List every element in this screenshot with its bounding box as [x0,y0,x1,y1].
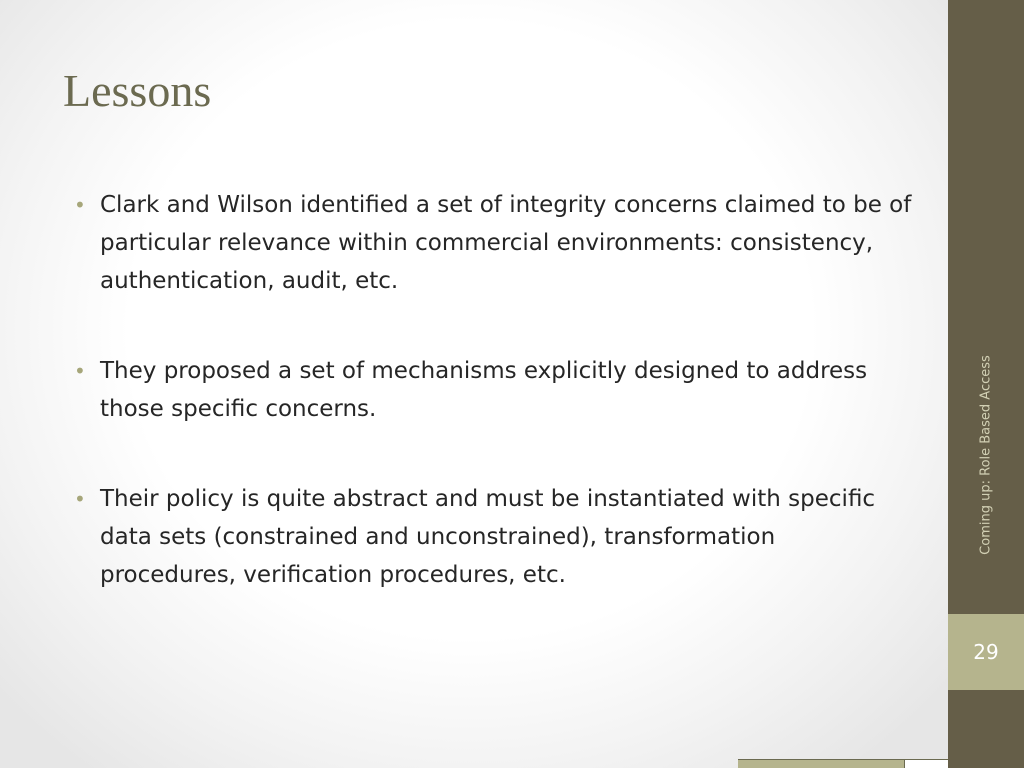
slide-title: Lessons [63,65,212,116]
bullet-list [74,186,914,646]
bullet-dot-icon: • [74,487,86,511]
bullet-dot-icon: • [74,359,86,383]
bullet-text: Their policy is quite abstract and must be instantiated with specific data sets (constrained and unconstrained), transformation procedures, verification procedures, etc. [100,486,876,588]
bullet-item [74,186,914,300]
bullet-text: Clark and Wilson identified a set of integrity concerns claimed to be of particular relevance within commercial environments: consistency, authentication, audit, etc. [100,192,912,294]
bottom-accent-bar-segment [904,760,948,768]
bullet-text: They proposed a set of mechanisms explicitly designed to address those specific concerns. [100,358,868,422]
coming-up-label: Coming up: Role Based Access [978,355,994,555]
bullet-dot-icon: • [74,193,86,217]
bottom-accent-bar [738,759,948,768]
bullet-item [74,480,914,594]
page-number-box [948,614,1024,690]
page-number: 29 [973,640,999,664]
bullet-item [74,352,914,428]
